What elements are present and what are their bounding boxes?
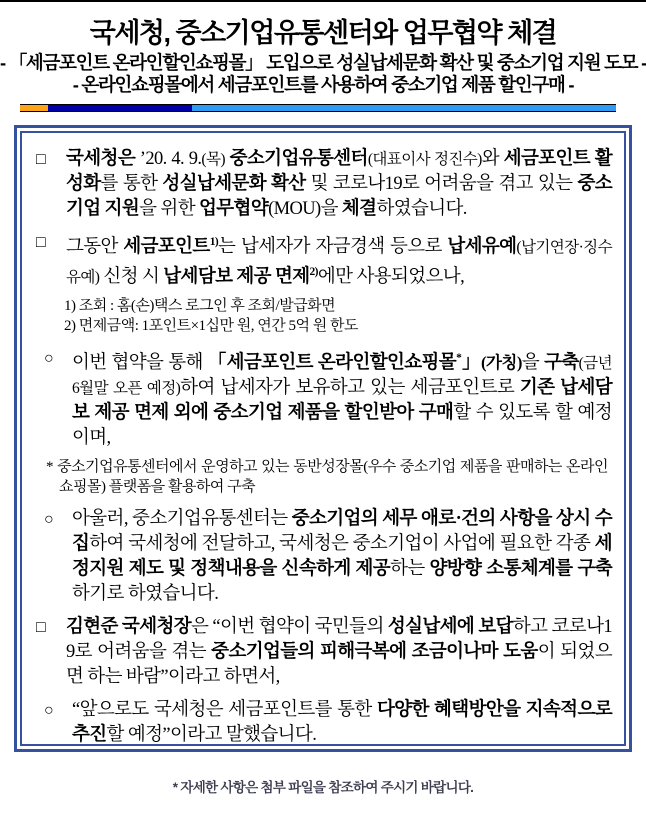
star-footnote: * 중소기업유통센터에서 운영하고 있는 동반성장몰(우수 중소기업 제품을 판매하는 온라인쇼핑몰) 플랫폼을 활용하여 구축 xyxy=(46,459,608,496)
text-run: 중소기업들의 피해극복에 조금이나마 도움 xyxy=(211,642,538,663)
paragraph-text xyxy=(72,698,612,746)
text-run: 는 납세자가 자금경색 등으로 xyxy=(218,237,448,258)
text-run: 할 예정”이라고 말했습니다. xyxy=(106,725,317,746)
list-marker: □ xyxy=(36,619,46,637)
text-run: (MOU)을 xyxy=(268,199,342,219)
list-item xyxy=(44,698,612,746)
text-run: 납세담보 제공 면제 xyxy=(163,267,310,288)
paragraph-text xyxy=(66,147,612,222)
text-run: 신청 시 xyxy=(99,267,164,288)
accent-segment-orange xyxy=(20,105,48,111)
footnote-block xyxy=(36,296,612,336)
text-run: ’20. 4. 9. xyxy=(135,149,202,169)
text-run: 은 “이번 협약이 국민들의 xyxy=(191,617,388,638)
text-run: 에만 사용되었으나, xyxy=(317,267,465,288)
text-run: 2) xyxy=(309,266,318,279)
text-run: 양방향 소통체계를 구축 xyxy=(429,559,612,580)
list-item xyxy=(36,615,612,690)
text-run: 납세유예 xyxy=(447,237,517,258)
subtitle-line-1: - 「세금포인트 온라인할인쇼핑몰」 도입으로 성실납세문화 확산 및 중소기업 지원 도모 - xyxy=(0,52,646,73)
text-run: “앞으로도 국세청은 세금포인트를 통한 xyxy=(72,700,377,721)
text-run: 및 코로나19로 어려움을 겪고 있는 xyxy=(305,174,578,194)
paragraph-list xyxy=(20,131,626,746)
text-run: 을 xyxy=(521,353,545,374)
top-rule xyxy=(0,0,646,2)
paragraph-text xyxy=(66,615,612,690)
text-run: (금년 6월말 오픈 예정) xyxy=(72,355,612,398)
text-run: 기존 납세담보 제공 면제 외에 중소기업 제품을 할인받아 구매 xyxy=(72,378,612,424)
text-run: 성실납세문화 확산 xyxy=(162,174,306,194)
accent-segment-navy xyxy=(48,105,192,111)
list-marker: ○ xyxy=(44,511,54,529)
text-run: 을 위한 xyxy=(139,199,199,219)
text-run: 구축 xyxy=(544,353,579,374)
text-run: 세정지원 제도 및 정책내용을 신속하게 제공 xyxy=(72,534,612,580)
text-run: 하기로 하였습니다. xyxy=(72,584,219,605)
text-run: 중소기업의 세무 애로·건의 사항을 상시 수집 xyxy=(72,509,612,555)
text-run: 그동안 xyxy=(66,237,124,258)
list-marker: □ xyxy=(36,234,46,251)
list-marker: □ xyxy=(36,151,46,168)
text-run: (목) xyxy=(201,151,225,168)
text-run: 하였습니다. xyxy=(376,199,467,219)
text-run: 이번 협약을 통해 xyxy=(72,353,208,374)
text-run: 이 되었으면 하는 바람”이라고 하면서, xyxy=(66,642,612,688)
accent-segment-blue xyxy=(192,105,616,111)
text-run: 1) xyxy=(209,236,219,248)
text-run: 중소기업 지원 xyxy=(66,174,612,219)
footer-note: * 자세한 사항은 첨부 파일을 참조하여 주시기 바랍니다. xyxy=(172,780,474,795)
text-run: 중소기업유통센터 xyxy=(229,149,368,169)
text-run: 다양한 혜택방안을 지속적으로 추진 xyxy=(72,700,612,746)
content-box xyxy=(14,125,632,752)
text-run: 하는 xyxy=(390,559,430,580)
text-run: 하여 국세청에 전달하고, 국세청은 중소기업이 사업에 필요한 각종 xyxy=(89,534,595,555)
footnote-line: 1) 조회 : 홈(손)택스 로그인 후 조회/발급화면 xyxy=(64,298,336,315)
text-run: 와 xyxy=(481,149,504,169)
list-marker: ○ xyxy=(44,350,54,368)
paragraph-text xyxy=(66,230,612,290)
list-item xyxy=(44,507,612,607)
footnote-line: 2) 면제금액: 1포인트×1십만 원, 연간 5억 원 한도 xyxy=(64,318,358,335)
page-title: 국세청, 중소기업유통센터와 업무협약 체결 xyxy=(89,18,557,48)
accent-bar xyxy=(20,104,616,112)
text-run: 업무협약 xyxy=(199,199,269,219)
text-run: 성실납세에 보답 xyxy=(387,617,513,638)
text-run: 하고 코로나19로 어려움을 겪는 xyxy=(66,617,612,663)
text-run: 세금포인트 xyxy=(123,237,210,258)
paragraph-text xyxy=(72,346,612,451)
list-marker: ○ xyxy=(44,702,54,720)
text-run: 」 xyxy=(461,353,481,374)
text-run: 할 수 있도록 할 예정이며, xyxy=(72,403,612,449)
list-item xyxy=(36,230,612,290)
text-run: (납기연장·징수유예) xyxy=(66,239,612,287)
text-run: 를 통한 xyxy=(100,174,163,194)
text-run: * xyxy=(456,352,462,365)
text-run: 김현준 국세청장 xyxy=(66,617,192,638)
text-run: 하여 납세자가 보유하고 있는 세금포인트로 xyxy=(180,378,520,399)
list-item xyxy=(44,346,612,451)
text-run: 아울러, 중소기업유통센터는 xyxy=(72,509,292,530)
text-run: 체결 xyxy=(341,199,377,219)
paragraph-text xyxy=(72,507,612,607)
subtitle-line-2: - 온라인쇼핑몰에서 세금포인트를 사용하여 중소기업 제품 할인구매 - xyxy=(72,74,574,95)
list-item xyxy=(36,147,612,222)
text-run: (대표이사 정진수) xyxy=(367,151,482,168)
text-run: (가칭) xyxy=(480,353,522,373)
text-run: 「세금포인트 온라인할인쇼핑몰 xyxy=(207,353,457,374)
text-run: 세금포인트 활성화 xyxy=(66,149,613,194)
text-run: 국세청은 xyxy=(66,149,136,169)
